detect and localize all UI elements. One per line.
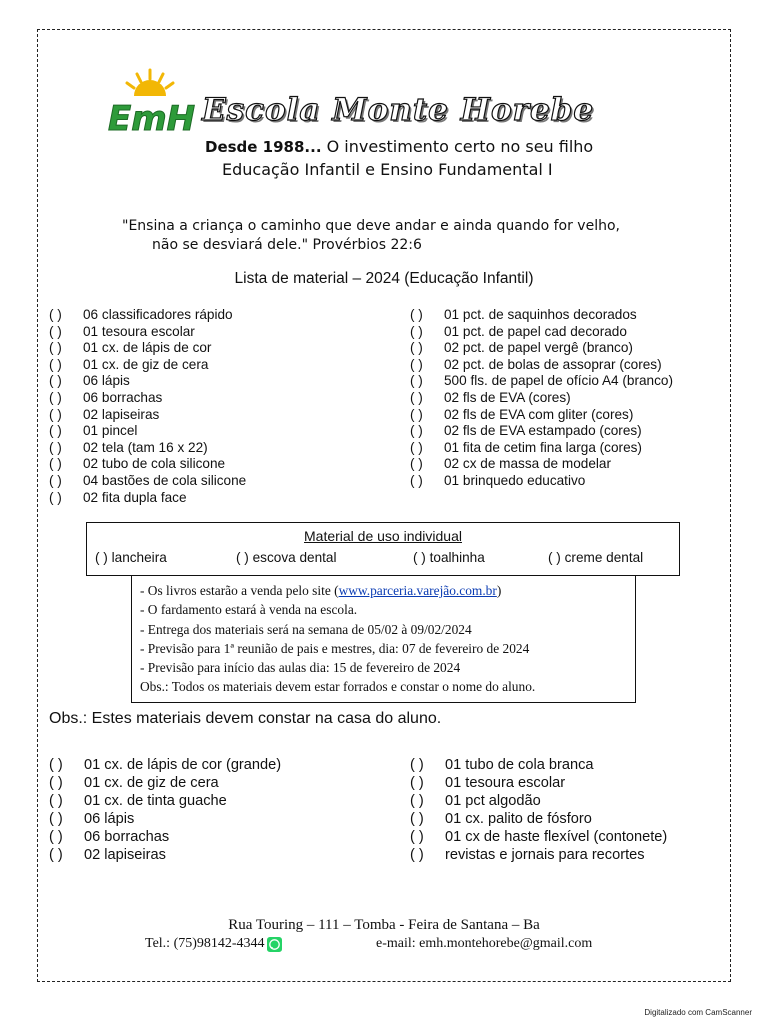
info-text: - Os livros estarão a venda pelo site (: [140, 583, 339, 598]
individual-item: [95, 550, 167, 565]
checkbox-paren: ( ): [49, 793, 63, 809]
bible-verse: [122, 217, 682, 255]
school-name: Escola Monte Horebe: [202, 92, 595, 128]
home-materials-note: Obs.: Estes materiais devem constar na casa do aluno.: [49, 710, 442, 727]
list-item: [49, 340, 246, 357]
checkbox-paren: ( ): [410, 423, 423, 439]
checkbox-paren: ( ): [410, 373, 423, 389]
list-item-label: 06 borrachas: [83, 389, 163, 405]
list-item-label: 04 bastões de cola silicone: [83, 472, 247, 488]
list-item: [49, 373, 246, 390]
checkbox-paren: ( ): [413, 550, 426, 565]
list-item-label: 02 pct. de papel vergê (branco): [444, 340, 633, 356]
list-item-label: 02 fls de EVA (cores): [444, 389, 571, 405]
info-line: - Entrega dos materiais será na semana de 05/02 à 09/02/2024: [140, 621, 472, 637]
list-item: [49, 407, 246, 424]
slogan: [205, 137, 593, 156]
info-box: [131, 575, 636, 703]
checkbox-paren: ( ): [49, 456, 62, 472]
checkbox-paren: ( ): [410, 847, 424, 863]
list-item: [410, 407, 673, 424]
checkbox-paren: ( ): [49, 307, 62, 322]
list-item-label: revistas e jornais para recortes: [445, 847, 645, 863]
list-item-label: 01 cx de haste flexível (contonete): [445, 829, 668, 845]
individual-item-label: escova dental: [252, 550, 337, 565]
list-item: [410, 792, 667, 810]
list-item-label: 01 brinquedo educativo: [444, 472, 586, 488]
list-item: [49, 324, 246, 341]
verse-line-2: não se desviará dele." Provérbios 22:6: [152, 237, 422, 253]
individual-material-box: [86, 522, 680, 576]
list-item: [49, 473, 246, 490]
slogan-rest: O investimento certo no seu filho: [321, 137, 594, 156]
individual-material-title: Material de uso individual: [304, 528, 462, 544]
checkbox-paren: ( ): [49, 775, 63, 791]
list-item-label: 02 fita dupla face: [83, 489, 187, 505]
checkbox-paren: ( ): [410, 307, 423, 322]
list-item: [49, 810, 281, 828]
list-item-label: 01 cx. palito de fósforo: [445, 811, 592, 827]
list-item-label: 01 pct algodão: [445, 793, 541, 809]
list-item: [410, 324, 673, 341]
checkbox-paren: ( ): [410, 389, 423, 405]
info-line: - O fardamento estará à venda na escola.: [140, 602, 358, 618]
checkbox-paren: ( ): [49, 811, 63, 827]
list-item: [410, 307, 673, 324]
checkbox-paren: ( ): [410, 406, 423, 422]
checkbox-paren: ( ): [410, 757, 424, 773]
list-item-label: 06 borrachas: [84, 829, 170, 845]
individual-item: [548, 550, 643, 565]
checkbox-paren: ( ): [410, 829, 424, 845]
list-item-label: 01 tubo de cola branca: [445, 757, 594, 773]
education-levels: Educação Infantil e Ensino Fundamental I: [222, 160, 553, 179]
list-item-label: 02 tela (tam 16 x 22): [83, 439, 208, 455]
list-item: [49, 390, 246, 407]
checkbox-paren: ( ): [49, 340, 62, 356]
list-item-label: 500 fls. de papel de ofício A4 (branco): [444, 373, 673, 389]
checkbox-paren: ( ): [49, 323, 62, 339]
individual-item-label: toalhinha: [429, 550, 485, 565]
checkbox-paren: ( ): [49, 423, 62, 439]
checkbox-paren: ( ): [410, 439, 423, 455]
footer-address: Rua Touring – 111 – Tomba - Feira de Santana – Ba: [228, 917, 540, 933]
list-item: [49, 440, 246, 457]
list-item-label: 01 cx. de lápis de cor: [83, 340, 212, 356]
list-item: [410, 846, 667, 864]
list-item-label: 01 cx. de tinta guache: [84, 793, 227, 809]
checkbox-paren: ( ): [410, 340, 423, 356]
emh-logo-icon: [106, 66, 206, 138]
individual-item-label: creme dental: [564, 550, 644, 565]
list-item-label: 06 lápis: [84, 811, 135, 827]
list-item: [410, 373, 673, 390]
list-item-label: 01 cx. de giz de cera: [83, 356, 209, 372]
list-item: [49, 792, 281, 810]
list-item: [410, 828, 667, 846]
list-item: [49, 357, 246, 374]
individual-item: [413, 550, 485, 565]
list-item: [49, 423, 246, 440]
list-item-label: 06 lápis: [83, 373, 130, 389]
checkbox-paren: ( ): [236, 550, 249, 565]
list-item: [410, 440, 673, 457]
list-item: [410, 473, 673, 490]
list-item: [49, 774, 281, 792]
checkbox-paren: ( ): [49, 847, 63, 863]
checkbox-paren: ( ): [410, 356, 423, 372]
list-item-label: 06 classificadores rápido: [83, 307, 233, 322]
checkbox-paren: ( ): [49, 389, 62, 405]
svg-text:EmH: EmH: [108, 99, 196, 138]
material-list-left: [49, 307, 246, 506]
footer-email: e-mail: emh.montehorebe@gmail.com: [376, 936, 593, 951]
checkbox-paren: ( ): [49, 757, 63, 773]
list-item-label: 02 pct. de bolas de assoprar (cores): [444, 356, 662, 372]
list-item: [410, 756, 667, 774]
checkbox-paren: ( ): [410, 793, 424, 809]
list-item: [410, 774, 667, 792]
checkbox-paren: ( ): [49, 356, 62, 372]
list-item-label: 02 lapiseiras: [84, 847, 166, 863]
info-line: - Previsão para 1ª reunião de pais e mestres, dia: 07 de fevereiro de 2024: [140, 640, 530, 656]
list-item: [410, 390, 673, 407]
list-title: Lista de material – 2024 (Educação Infantil): [234, 270, 534, 287]
list-item-label: 02 fls de EVA com gliter (cores): [444, 406, 634, 422]
verse-line-1: "Ensina a criança o caminho que deve andar e ainda quando for velho,: [122, 218, 620, 234]
list-item: [410, 340, 673, 357]
list-item: [49, 490, 246, 507]
home-list-right: [410, 756, 667, 864]
checkbox-paren: ( ): [49, 439, 62, 455]
list-item: [410, 456, 673, 473]
checkbox-paren: ( ): [95, 550, 108, 565]
list-item: [410, 810, 667, 828]
material-list-right: [410, 307, 673, 490]
list-item-label: 01 tesoura escolar: [445, 775, 566, 791]
checkbox-paren: ( ): [49, 829, 63, 845]
checkbox-paren: ( ): [548, 550, 561, 565]
list-item: [49, 456, 246, 473]
phone-text: Tel.: (75)98142-4344: [145, 936, 265, 951]
store-link[interactable]: www.parceria.varejão.com.br: [338, 583, 497, 598]
info-text: ): [496, 583, 502, 598]
list-item: [49, 846, 281, 864]
checkbox-paren: ( ): [410, 323, 423, 339]
school-logo: [106, 66, 646, 140]
list-item-label: 02 cx de massa de modelar: [444, 456, 611, 472]
checkbox-paren: ( ): [410, 775, 424, 791]
checkbox-paren: ( ): [410, 811, 424, 827]
footer-phone: [145, 936, 282, 952]
whatsapp-icon: [267, 937, 282, 952]
list-item-label: 01 cx. de lápis de cor (grande): [84, 757, 282, 773]
checkbox-paren: ( ): [410, 472, 423, 488]
list-item-label: 01 tesoura escolar: [83, 323, 195, 339]
info-line: - Previsão para início das aulas dia: 15 de fevereiro de 2024: [140, 660, 461, 676]
info-line: Obs.: Todos os materiais devem estar forrados e constar o nome do aluno.: [140, 679, 536, 695]
list-item-label: 01 cx. de giz de cera: [84, 775, 219, 791]
checkbox-paren: ( ): [49, 373, 62, 389]
individual-item-label: lancheira: [111, 550, 167, 565]
scanner-watermark: Digitalizado com CamScanner: [644, 1008, 752, 1017]
list-item-label: 02 tubo de cola silicone: [83, 456, 226, 472]
individual-item: [236, 550, 337, 565]
checkbox-paren: ( ): [410, 456, 423, 472]
list-item-label: 02 lapiseiras: [83, 406, 160, 422]
checkbox-paren: ( ): [49, 472, 62, 488]
list-item: [49, 307, 246, 324]
list-item: [410, 423, 673, 440]
list-item-label: 01 pct. de saquinhos decorados: [444, 307, 637, 322]
checkbox-paren: ( ): [49, 406, 62, 422]
info-line: [140, 581, 627, 600]
home-list-left: [49, 756, 281, 864]
list-item: [49, 756, 281, 774]
list-item: [410, 357, 673, 374]
slogan-since: Desde 1988...: [205, 138, 322, 156]
list-item: [49, 828, 281, 846]
list-item-label: 01 fita de cetim fina larga (cores): [444, 439, 642, 455]
list-item-label: 01 pincel: [83, 423, 138, 439]
list-item-label: 02 fls de EVA estampado (cores): [444, 423, 642, 439]
checkbox-paren: ( ): [49, 489, 62, 505]
list-item-label: 01 pct. de papel cad decorado: [444, 323, 627, 339]
